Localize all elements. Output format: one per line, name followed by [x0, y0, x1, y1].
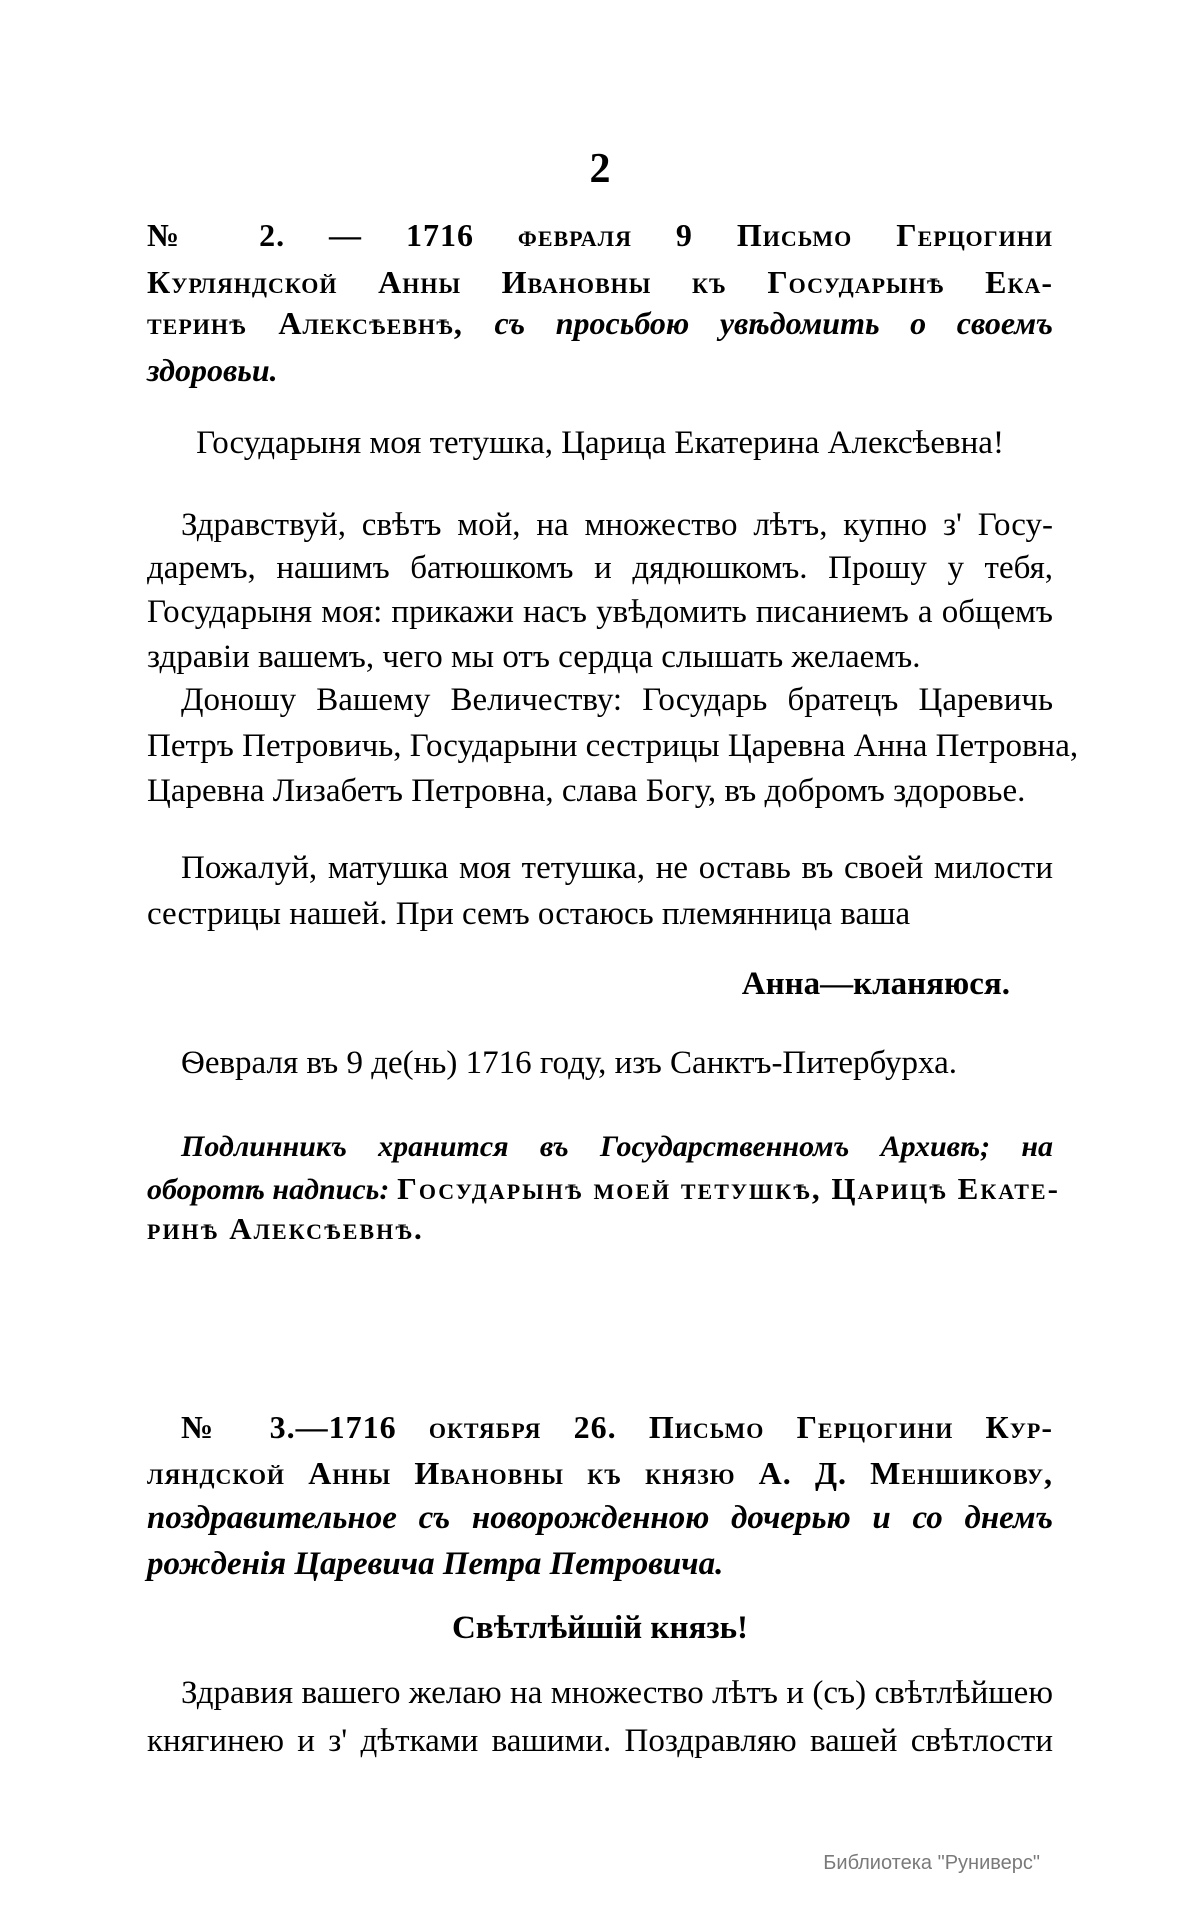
doc3-header-summary: поздравительное съ новорожденною дочерью и со днемъ [147, 1500, 1053, 1536]
body-line: Здравия вашего желаю на множество лѣтъ и (съ) свѣтлѣйшею [181, 1675, 1053, 1711]
doc2-header-summary: съ просьбою увѣдомить о своемъ [494, 305, 1054, 341]
body-line: Доношу Вашему Величеству: Государь братецъ Царевичь [181, 682, 1053, 718]
archive-note-line [147, 1126, 1053, 1167]
doc2-header-line [147, 303, 1053, 343]
archive-note-inscription: Государынѣ моей тетушкѣ, Царицѣ Екате- [397, 1171, 1060, 1206]
doc2-header-text: теринѣ Алексѣевнѣ, [147, 305, 463, 341]
archive-note-line [147, 1169, 1060, 1210]
doc3-header-summary: рожденiя Царевича Петра Петровича. [147, 1546, 724, 1582]
body-line: Здравствуй, свѣтъ мой, на множество лѣтъ, купно з' Госу- [181, 507, 1053, 543]
signature: Анна—кланяюся. [741, 966, 1010, 1002]
body-line: сестрицы нашей. При семъ остаюсь племянница ваша [147, 896, 911, 932]
archive-note-line [147, 1209, 1053, 1249]
doc2-salutation: Государыня моя тетушка, Царица Екатерина Алексѣевна! [196, 425, 1004, 461]
dateline: Ѳевраля въ 9 де(нь) 1716 году, изъ Санктъ-Питербурха. [181, 1045, 957, 1081]
doc3-header-line [147, 1544, 1053, 1584]
doc3-header-line: № 3.—1716 октября 26. Письмо Герцогини Кур- [181, 1409, 1053, 1445]
doc2-header-line: № 2. — 1716 февраля 9 Письмо Герцогини [147, 217, 1053, 253]
archive-note-italic: оборотѣ надпись: [147, 1173, 390, 1206]
body-line: здравiи вашемъ, чего мы отъ сердца слышать желаемъ. [147, 639, 921, 675]
body-line: Петръ Петровичь, Государыни сестрицы Царевна Анна Петровна, [147, 728, 1079, 764]
body-line: Царевна Лизабетъ Петровна, слава Богу, въ добромъ здоровье. [147, 773, 1026, 809]
doc2-header-line [147, 350, 1053, 390]
body-line: Пожалуй, матушка моя тетушка, не оставь въ своей милости [181, 850, 1053, 886]
body-line: Государыня моя: прикажи насъ увѣдомить писаниемъ а общемъ [147, 594, 1053, 630]
archive-note-italic: Подлинникъ хранится въ Государственномъ Архивѣ; на [181, 1130, 1053, 1163]
doc3-header-line [147, 1498, 1053, 1538]
doc3-salutation: Свѣтлѣйшiй князь! [451, 1610, 749, 1646]
body-line: княгинею и з' дѣтками вашими. Поздравляю вашей свѣтлости [147, 1723, 1053, 1759]
archive-note-inscription: ринѣ Алексѣевнѣ. [147, 1211, 424, 1246]
doc3-header-line: ляндской Анны Ивановны къ князю А. Д. Меншикову, [147, 1455, 1053, 1491]
doc2-header-line: Курляндской Анны Ивановны къ Государынѣ Ека- [147, 264, 1053, 300]
page-number: 2 [589, 146, 611, 192]
body-line: даремъ, нашимъ батюшкомъ и дядюшкомъ. Прошу у тебя, [147, 550, 1053, 586]
library-watermark: Библиотека "Руниверс" [823, 1852, 1040, 1874]
doc2-header-summary: здоровьи. [147, 352, 278, 388]
